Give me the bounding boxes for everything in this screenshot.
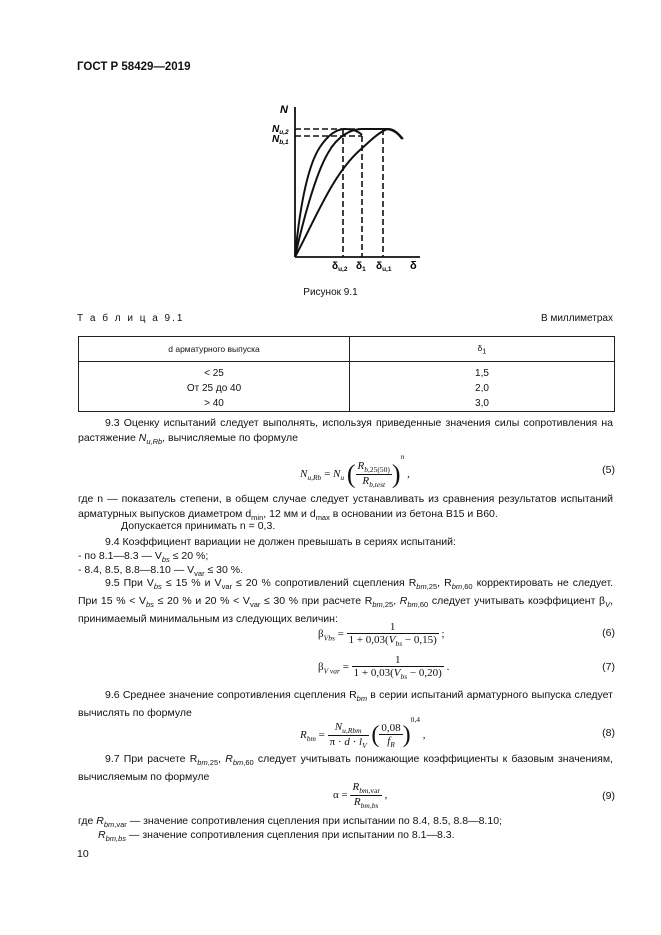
definition-rbm-var: где $R_{bm,var}$ — значение сопротивления сцепления при испытании по 8.4, 8.5, 8.8—8.10; (78, 815, 502, 830)
allowed-note: Допускается принимать n = 0,3. (121, 520, 276, 532)
section-9-7: 9.7 При расчете $R_{bm,25}$, $R_{bm,60}$ следует учитывать понижающие коэффициенты к базовым значениям, вычисляемым по формуле (78, 753, 613, 784)
table-header-delta: $\delta_1$ (350, 337, 615, 362)
section-9-5: 9.5 При $V_{bs} \le 15$ % и $V_{var} \le 20$ % сопротивлений сцепления $R_{bm,25}$, $R_{bm,60}$ корректировать не следует. При 15 % < $V_{bs} \le 20$ % и 20 % < $V_{var} \le 30$ % при расчете $R_{bm,25}$, $R_{bm,60}$ следует учитывать коэффициент $\beta_V$, принимаемый минимальным из следующих величин: (78, 577, 614, 626)
equation-number: (8) (602, 727, 615, 739)
page-number: 10 (77, 848, 89, 860)
equation-number: (9) (602, 790, 615, 802)
table-title: Т а б л и ц а 9.1 (77, 313, 185, 324)
equation-7: $\beta_{V var}$ = $\frac{1}{1 + 0,03(V_{bs} - 0,20)}$ . (318, 654, 450, 682)
table-row: > 40 3,0 (79, 396, 615, 412)
x-tick-label: $\delta_{u,1}$ (376, 261, 392, 273)
section-9-4: 9.4 Коэффициент вариации не должен превышать в сериях испытаний: (105, 536, 456, 548)
section-9-4-item: - по 8.1—8.3 — $V_{bs} \le 20$ %; (78, 550, 209, 565)
table-header-d: d арматурного выпуска (79, 337, 350, 362)
equation-6: $\beta_{Vbs}$ = $\frac{1}{1 + 0,03(V_{bs} - 0,15)}$ ; (318, 621, 445, 649)
y-tick-label: $N_{b,1}$ (272, 134, 289, 146)
definition-rbm-bs: $R_{bm,bs}$ — значение сопротивления сцепления при испытании по 8.1—8.3. (98, 829, 455, 844)
equation-5: $N_{u,Rb} = N_u$ ( $\frac{R_{b,25(50)}}{R_{b,test}}$ )$^n$ , (300, 452, 410, 490)
section-9-4-item: - 8.4, 8.5, 8.8—8.10 — $V_{var} \le 30$ %. (78, 564, 244, 579)
table-row: От 25 до 40 2,0 (79, 381, 615, 396)
curve-2 (295, 129, 402, 257)
document-header: ГОСТ Р 58429—2019 (77, 61, 191, 73)
axis-x-label: δ (410, 260, 417, 272)
equation-number: (5) (602, 464, 615, 476)
table-unit: В миллиметрах (541, 313, 613, 324)
axis-y-label: N (280, 104, 288, 116)
x-tick-label: $\delta_{u,2}$ (332, 261, 348, 273)
y-tick-label: $N_{u,2}$ (272, 124, 289, 136)
table-row: < 25 1,5 (79, 362, 615, 382)
x-tick-label: $\delta_1$ (356, 261, 366, 273)
equation-8: $R_{bm}$ = $\frac{N_{u,Rbm}}{\pi \cdot d \cdot l_V}$ ( $\frac{0,08}{f_R}$ )$^{0,4}$ , (300, 715, 426, 751)
table-9-1 (78, 336, 615, 412)
figure-caption: Рисунок 9.1 (303, 287, 358, 298)
figure-9-1 (270, 95, 440, 275)
section-9-3: 9.3 Оценку испытаний следует выполнять, используя приведенные значения силы сопротивления на растяжение $N_{u,Rb}$, вычисляемые по формуле (78, 417, 613, 447)
section-9-6: 9.6 Среднее значение сопротивления сцепления $R_{bm}$ в серии испытаний арматурного выпуска следует вычислять по формуле (78, 689, 613, 720)
definition-n: где n — показатель степени, в общем случае следует устанавливать из сравнения результатов испытаний арматурных выпусков диаметром $d_{min}$, 12 мм и $d_{max}$ в основании из бетона В15 и В60. (78, 493, 613, 523)
equation-number: (6) (602, 627, 615, 639)
equation-9: α = $\frac{R_{bm,var}}{R_{bm,bs}}$ , (333, 781, 388, 811)
equation-number: (7) (602, 661, 615, 673)
